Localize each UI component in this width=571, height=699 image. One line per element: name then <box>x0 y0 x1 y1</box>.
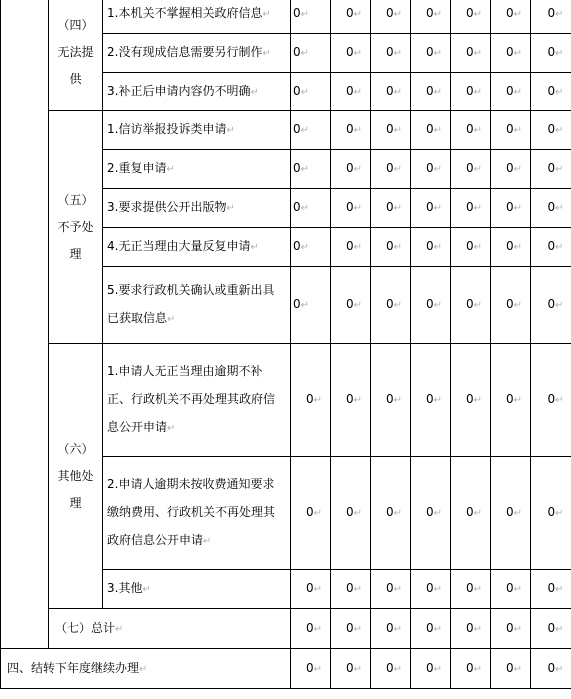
value-cell: 0↵ <box>531 609 571 649</box>
value-cell: 0↵ <box>491 189 531 228</box>
value-cell: 0↵ <box>451 609 491 649</box>
value-cell: 0↵ <box>451 73 491 111</box>
value-cell: 0↵ <box>291 344 331 457</box>
value-cell: 0↵ <box>371 0 411 34</box>
value-cell: 0↵ <box>331 34 371 73</box>
value-cell: 0↵ <box>451 189 491 228</box>
value-cell: 0↵ <box>531 228 571 267</box>
value-cell: 0↵ <box>331 189 371 228</box>
value-cell: 0↵ <box>451 150 491 189</box>
value-cell: 0↵ <box>531 649 571 689</box>
table-row <box>1 111 571 150</box>
value-cell: 0↵ <box>491 267 531 344</box>
value-cell: 0↵ <box>411 649 451 689</box>
value-cell: 0↵ <box>411 457 451 570</box>
value-cell: 0↵ <box>531 267 571 344</box>
value-cell: 0↵ <box>371 457 411 570</box>
value-cell: 0↵ <box>491 649 531 689</box>
value-cell: 0↵ <box>411 111 451 150</box>
value-cell: 0↵ <box>411 34 451 73</box>
value-cell: 0↵ <box>411 228 451 267</box>
category-cell: （六）其他处理 <box>49 344 103 609</box>
value-cell: 0↵ <box>291 111 331 150</box>
value-cell: 0↵ <box>531 0 571 34</box>
value-cell: 0↵ <box>451 344 491 457</box>
category-cell: （四）无法提供 <box>49 0 103 111</box>
value-cell: 0↵ <box>371 150 411 189</box>
value-cell: 0↵ <box>411 344 451 457</box>
value-cell: 0↵ <box>291 228 331 267</box>
value-cell: 0↵ <box>371 609 411 649</box>
value-cell: 0↵ <box>491 457 531 570</box>
value-cell: 0↵ <box>411 570 451 609</box>
value-cell: 0↵ <box>371 73 411 111</box>
value-cell: 0↵ <box>411 150 451 189</box>
value-cell: 0↵ <box>371 34 411 73</box>
value-cell: 0↵ <box>371 111 411 150</box>
item-cell: 2.申请人逾期未按收费通知要求缴纳费用、行政机关不再处理其政府信息公开申请↵ <box>103 457 291 570</box>
item-cell: 1.信访举报投诉类申请↵ <box>103 111 291 150</box>
item-cell: 2.没有现成信息需要另行制作↵ <box>103 34 291 73</box>
value-cell: 0↵ <box>491 609 531 649</box>
value-cell: 0↵ <box>291 150 331 189</box>
value-cell: 0↵ <box>291 73 331 111</box>
value-cell: 0↵ <box>411 267 451 344</box>
value-cell: 0↵ <box>491 150 531 189</box>
lead-cell <box>1 0 49 649</box>
category-cell: （五）不予处理 <box>49 111 103 344</box>
value-cell: 0↵ <box>291 609 331 649</box>
value-cell: 0↵ <box>331 267 371 344</box>
value-cell: 0↵ <box>411 609 451 649</box>
value-cell: 0↵ <box>491 570 531 609</box>
value-cell: 0↵ <box>491 73 531 111</box>
value-cell: 0↵ <box>291 267 331 344</box>
value-cell: 0↵ <box>531 457 571 570</box>
value-cell: 0↵ <box>531 344 571 457</box>
value-cell: 0↵ <box>331 649 371 689</box>
value-cell: 0↵ <box>491 344 531 457</box>
value-cell: 0↵ <box>451 570 491 609</box>
table-row <box>1 344 571 457</box>
value-cell: 0↵ <box>291 649 331 689</box>
value-cell: 0↵ <box>491 111 531 150</box>
value-cell: 0↵ <box>331 609 371 649</box>
value-cell: 0↵ <box>531 34 571 73</box>
value-cell: 0↵ <box>531 150 571 189</box>
value-cell: 0↵ <box>331 570 371 609</box>
value-cell: 0↵ <box>451 228 491 267</box>
value-cell: 0↵ <box>451 0 491 34</box>
item-cell: 3.其他↵ <box>103 570 291 609</box>
value-cell: 0↵ <box>491 228 531 267</box>
value-cell: 0↵ <box>331 150 371 189</box>
value-cell: 0↵ <box>411 189 451 228</box>
value-cell: 0↵ <box>331 228 371 267</box>
value-cell: 0↵ <box>411 73 451 111</box>
value-cell: 0↵ <box>451 267 491 344</box>
item-cell: 2.重复申请↵ <box>103 150 291 189</box>
value-cell: 0↵ <box>291 189 331 228</box>
value-cell: 0↵ <box>331 457 371 570</box>
value-cell: 0↵ <box>291 0 331 34</box>
table-row <box>1 0 571 34</box>
value-cell: 0↵ <box>531 570 571 609</box>
value-cell: 0↵ <box>411 0 451 34</box>
value-cell: 0↵ <box>371 189 411 228</box>
value-cell: 0↵ <box>371 649 411 689</box>
value-cell: 0↵ <box>491 34 531 73</box>
value-cell: 0↵ <box>371 570 411 609</box>
table-row <box>1 649 571 689</box>
value-cell: 0↵ <box>531 73 571 111</box>
value-cell: 0↵ <box>331 111 371 150</box>
value-cell: 0↵ <box>331 0 371 34</box>
item-cell: 1.本机关不掌握相关政府信息↵ <box>103 0 291 34</box>
item-cell: 4.无正当理由大量反复申请↵ <box>103 228 291 267</box>
value-cell: 0↵ <box>531 189 571 228</box>
value-cell: 0↵ <box>291 457 331 570</box>
value-cell: 0↵ <box>451 34 491 73</box>
value-cell: 0↵ <box>451 111 491 150</box>
value-cell: 0↵ <box>371 228 411 267</box>
value-cell: 0↵ <box>451 457 491 570</box>
item-cell: 5.要求行政机关确认或重新出具已获取信息↵ <box>103 267 291 344</box>
value-cell: 0↵ <box>371 344 411 457</box>
value-cell: 0↵ <box>291 34 331 73</box>
value-cell: 0↵ <box>491 0 531 34</box>
carryover-cell: 四、结转下年度继续办理↵ <box>1 649 291 689</box>
item-cell: 1.申请人无正当理由逾期不补正、行政机关不再处理其政府信息公开申请↵ <box>103 344 291 457</box>
value-cell: 0↵ <box>451 649 491 689</box>
item-cell: 3.要求提供公开出版物↵ <box>103 189 291 228</box>
value-cell: 0↵ <box>331 73 371 111</box>
value-cell: 0↵ <box>531 111 571 150</box>
value-cell: 0↵ <box>331 344 371 457</box>
table-row <box>1 609 571 649</box>
total-cell: （七）总计↵ <box>49 609 291 649</box>
value-cell: 0↵ <box>291 570 331 609</box>
value-cell: 0↵ <box>371 267 411 344</box>
item-cell: 3.补正后申请内容仍不明确↵ <box>103 73 291 111</box>
